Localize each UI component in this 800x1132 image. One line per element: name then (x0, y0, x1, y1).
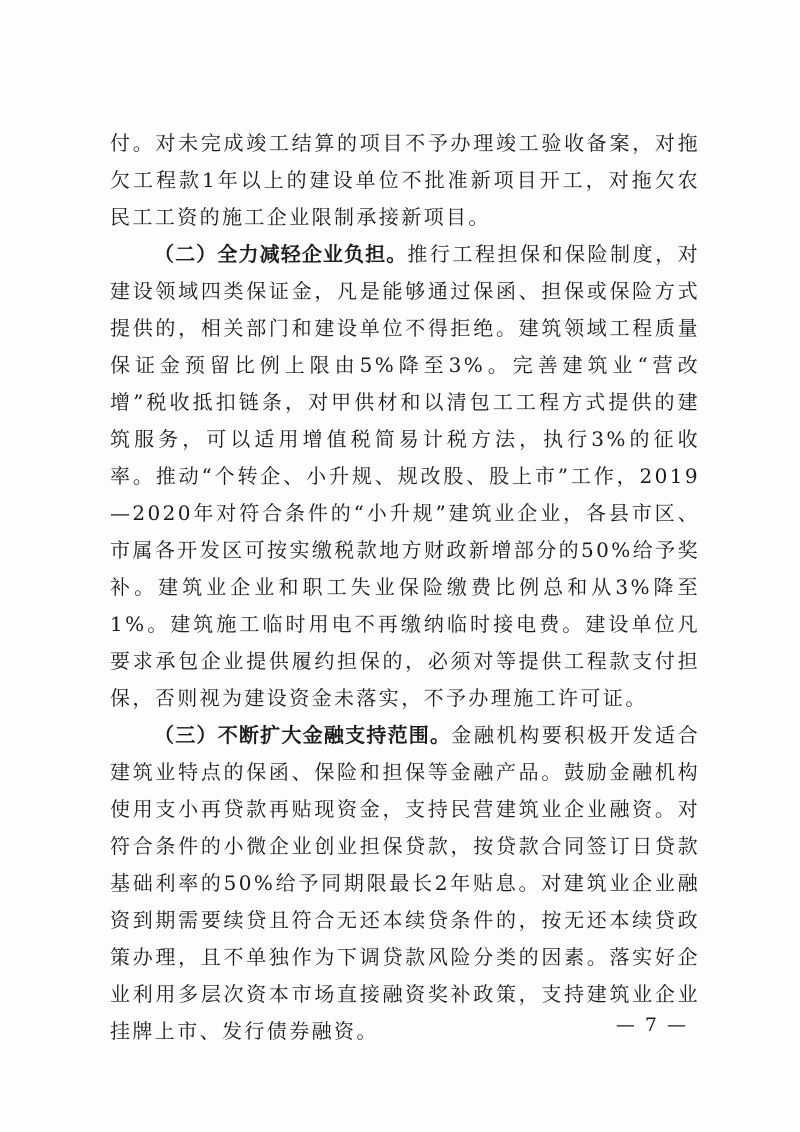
section-heading-2: （二）全力减轻企业负担。 (154, 242, 408, 266)
paragraph-1 (110, 125, 700, 236)
paragraph-3-body: 金融机构要积极开发适合建筑业特点的保函、保险和担保等金融产品。鼓励金融机构使用支小再贷款再贴现资金，支持民营建筑业企业融资。对符合条件的小微企业创业担保贷款，按贷款合同签订日贷款基础利率的50%给予同期限最长2年贴息。对建筑业企业融资到期需要续贷且符合无还本续贷条件的，按无还本续贷政策办理，且不单独作为下调贷款风险分类的因素。落实好企业利用多层次资本市场直接融资奖补政策，支持建筑业企业挂牌上市、发行债券融资。 (110, 723, 700, 1043)
paragraph-2-body: 推行工程担保和保险制度，对建设领域四类保证金，凡是能够通过保函、担保或保险方式提供的，相关部门和建设单位不得拒绝。建筑领域工程质量保证金预留比例上限由5%降至3%。完善建筑业“营改增”税收抵扣链条，对甲供材和以清包工工程方式提供的建筑服务，可以适用增值税简易计税方法，执行3%的征收率。推动“个转企、小升规、规改股、股上市”工作，2019—2020年对符合条件的“小升规”建筑业企业，各县市区、市属各开发区可按实缴税款地方财政新增部分的50%给予奖补。建筑业企业和职工失业保险缴费比例总和从3%降至1%。建筑施工临时用电不再缴纳临时接电费。建设单位凡要求承包企业提供履约担保的，必须对等提供工程款支付担保，否则视为建设资金未落实，不予办理施工许可证。 (110, 242, 701, 710)
paragraph-2 (110, 236, 700, 717)
section-heading-3: （三）不断扩大金融支持范围。 (154, 723, 452, 747)
page-number: — 7 — (615, 1014, 688, 1036)
paragraph-3 (110, 717, 700, 1050)
paragraph-1-body: 付。对未完成竣工结算的项目不予办理竣工验收备案，对拖欠工程款1年以上的建设单位不批准新项目开工，对拖欠农民工工资的施工企业限制承接新项目。 (110, 131, 700, 229)
body-text (110, 125, 700, 1050)
